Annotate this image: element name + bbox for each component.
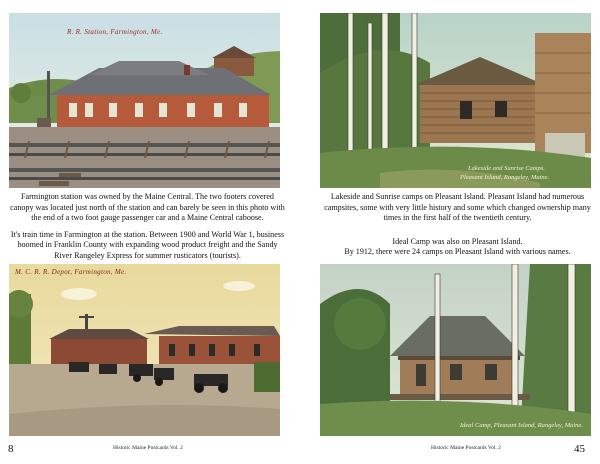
postcard-title: R. R. Station, Farmington, Me.	[67, 28, 163, 36]
caption-paragraph: Farmington station was owned by the Maine Central. The two footers covered canopy was located just north of the station and can barely be seen in this photo with the end of a two foot gauge passenger car and a Maine Central caboose.	[10, 192, 285, 223]
page-number: 45	[574, 443, 585, 455]
postcard-ideal-camp	[320, 264, 591, 436]
postcard-rr-station	[9, 13, 280, 188]
postcard-mcrr-depot	[9, 264, 280, 436]
mcrr-depot-illustration	[9, 264, 280, 436]
postcard-title: M. C. R. R. Depot, Farmington, Me.	[15, 268, 127, 276]
postcard-caption-line: Ideal Camp, Pleasant Island, Rangeley, Maine.	[460, 422, 583, 429]
page-footer: Historic Maine Postcards Vol. 2	[113, 445, 183, 451]
right-page	[300, 0, 600, 464]
caption-block-left	[10, 192, 285, 268]
postcard-caption-line: Pleasant Island, Rangeley, Maine.	[460, 174, 550, 181]
caption-block-right	[320, 192, 595, 264]
ideal-camp-illustration	[320, 264, 591, 436]
caption-paragraph: It's train time in Farmington at the station. Between 1900 and World War 1, business boomed in Franklin County with expanding wood product freight and the Sandy River Rangeley Express for summer rusticators (tourists).	[10, 229, 285, 260]
postcard-lakeside-sunrise-camps	[320, 13, 591, 188]
page-footer: Historic Maine Postcards Vol. 2	[431, 445, 501, 451]
page-number: 8	[8, 443, 14, 455]
caption-paragraph: Lakeside and Sunrise camps on Pleasant Island. Pleasant Island had numerous campsites, some with very little history and some which changed ownership many times in the first half of the twentieth century.	[324, 192, 591, 223]
postcard-caption-line: Lakeside and Sunrise Camps.	[468, 165, 545, 172]
caption-paragraph: Ideal Camp was also on Pleasant Island.	[392, 236, 523, 246]
rr-station-illustration	[9, 13, 280, 188]
lakeside-camps-illustration	[320, 13, 591, 188]
caption-paragraph: By 1912, there were 24 camps on Pleasant Island with various names.	[344, 247, 571, 257]
